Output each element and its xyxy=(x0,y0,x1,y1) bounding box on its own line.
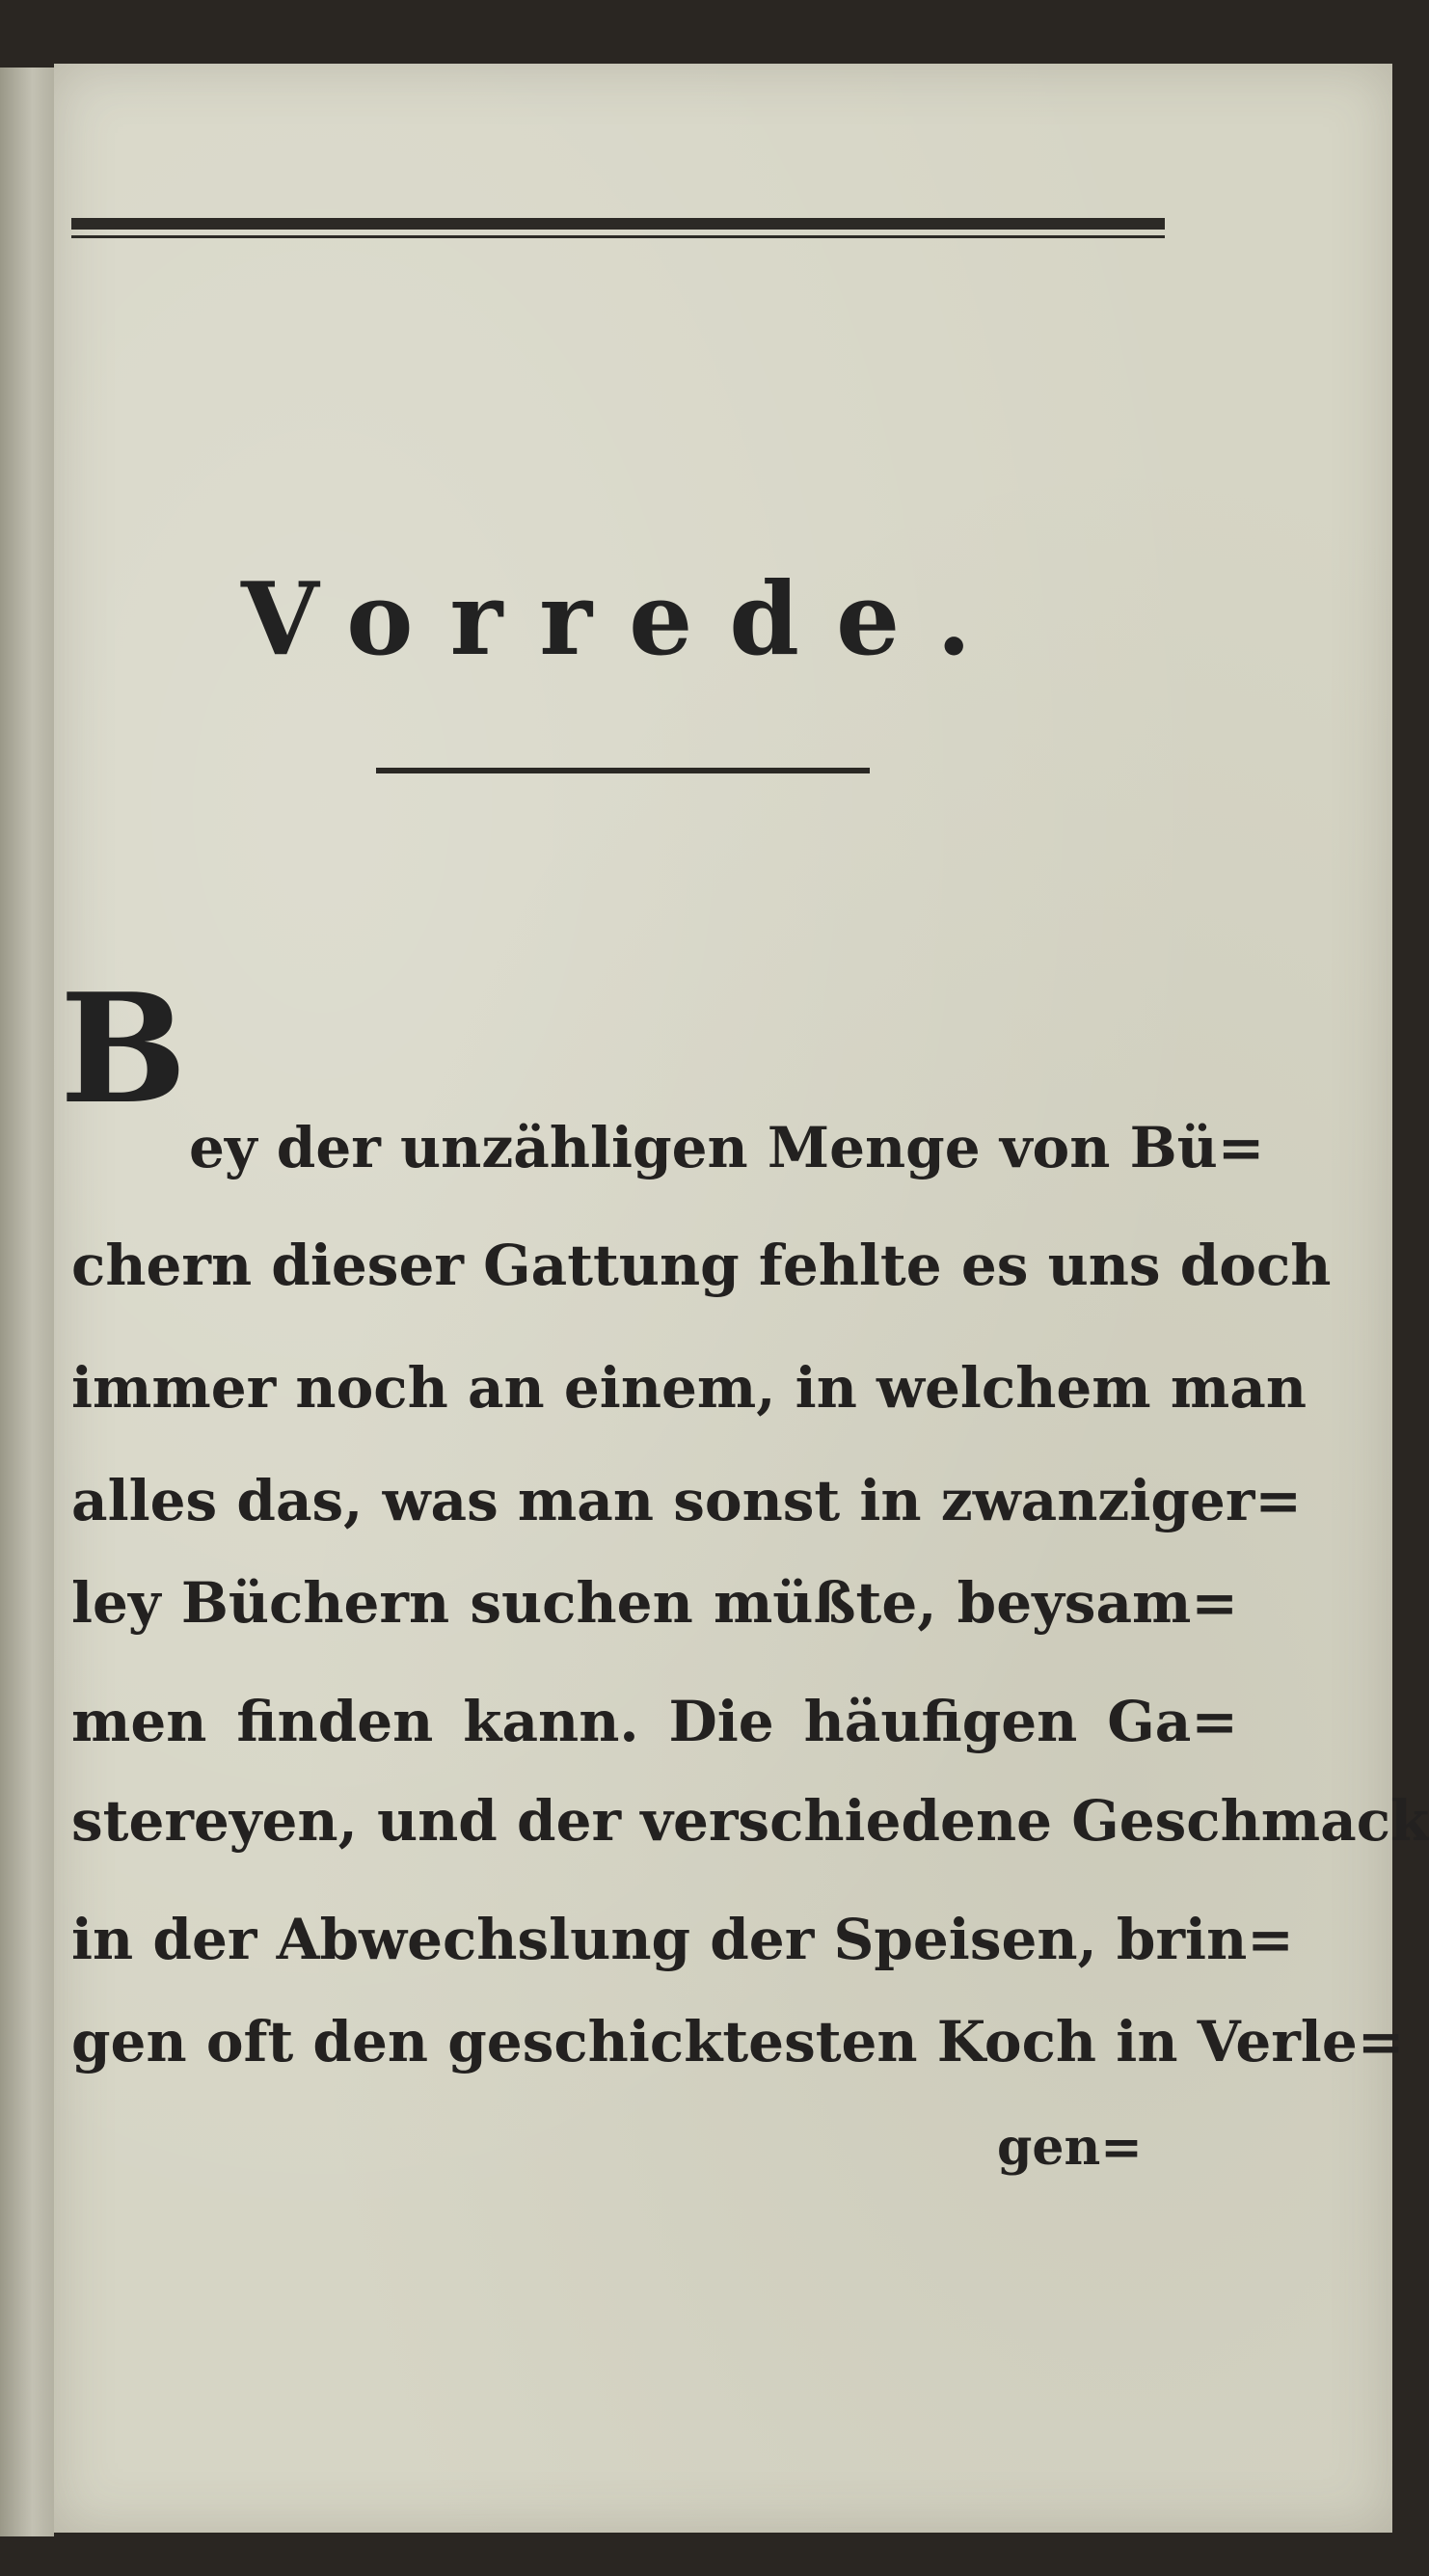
drop-cap: B xyxy=(60,961,187,1137)
book-left-edge xyxy=(0,68,54,2536)
top-rule xyxy=(71,218,1165,239)
text-line: immer noch an einem, in welchem man xyxy=(71,1355,1307,1421)
text-line: chern dieser Gattung fehlte es uns doch xyxy=(71,1233,1332,1298)
text-line: stereyen, und der verschiedene Geschmack xyxy=(71,1788,1429,1854)
text-line: men finden kann. Die häufigen Ga= xyxy=(71,1689,1238,1754)
title-rule xyxy=(376,768,870,773)
text-line: in der Abwechslung der Speisen, brin= xyxy=(71,1907,1294,1972)
text-line: ey der unzähligen Menge von Bü= xyxy=(189,1115,1265,1180)
catchword: gen= xyxy=(997,2118,1143,2177)
text-line: ley Büchern suchen müßte, beysam= xyxy=(71,1570,1238,1636)
top-rule-thick xyxy=(71,218,1165,230)
top-rule-thin xyxy=(71,235,1165,238)
text-line: gen oft den geschicktesten Koch in Verle= xyxy=(71,2009,1405,2074)
page-title: Vorrede. xyxy=(241,559,1009,678)
text-line: alles das, was man sonst in zwanziger= xyxy=(71,1468,1302,1533)
